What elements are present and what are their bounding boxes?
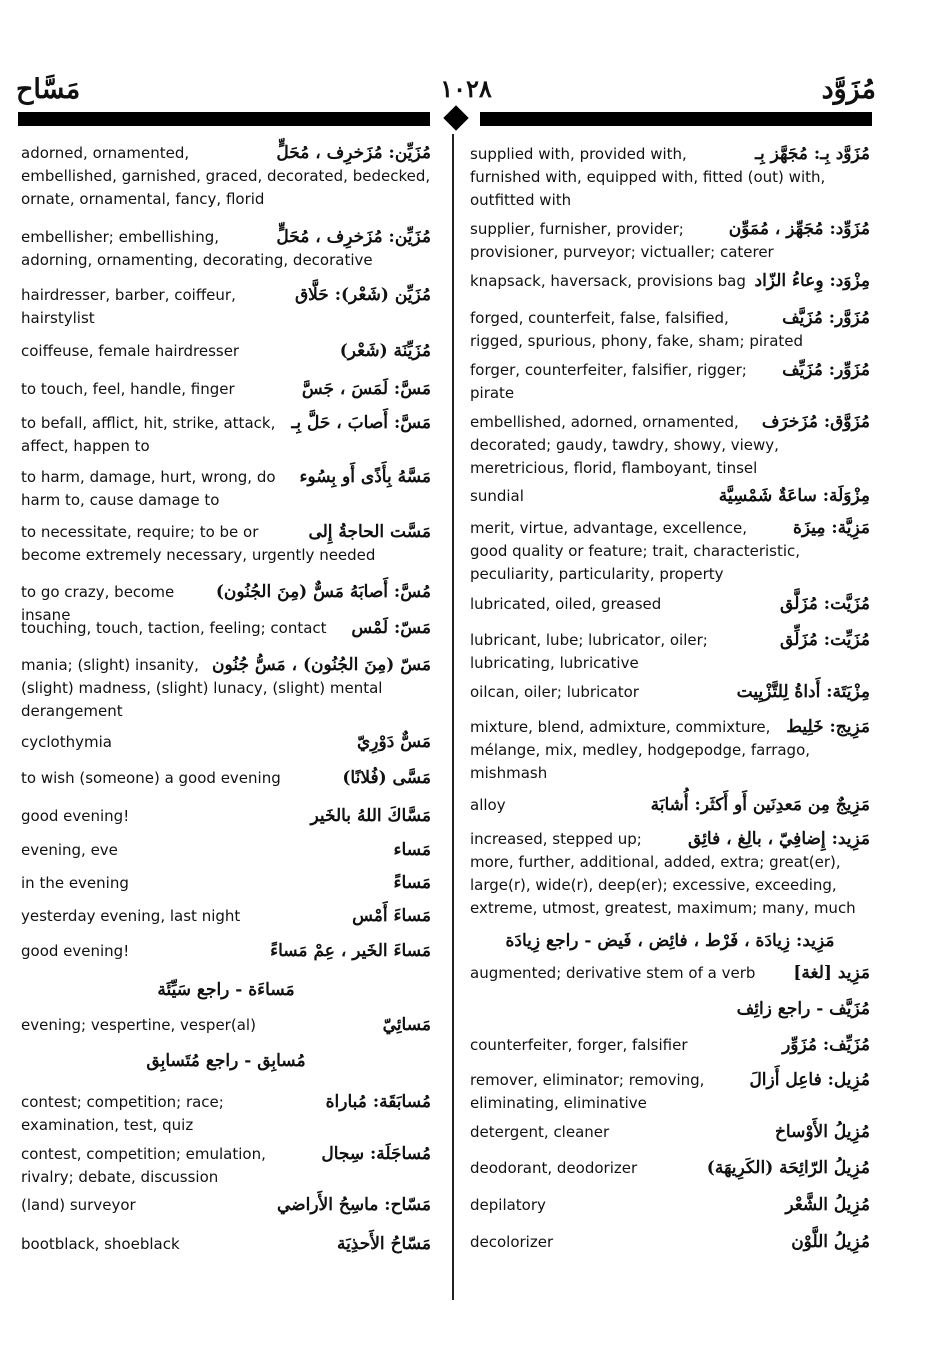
- english-definition: knapsack, haversack, provisions bag: [470, 272, 746, 290]
- arabic-headword: مُزَيِّف: مُزَوِّر: [782, 1035, 870, 1055]
- english-definition: contest; competition; race; examination, test, quiz: [21, 1093, 224, 1134]
- arabic-headword: مَسائِيّ: [382, 1015, 431, 1035]
- arabic-headword: مُزَيِّن (شَعْر): حَلَّاق: [294, 285, 431, 305]
- arabic-headword: مُزِيلُ اللَّوْن: [791, 1232, 870, 1252]
- english-definition: lubricant, lube; lubricator, oiler; lubricating, lubricative: [470, 631, 708, 672]
- english-definition: good evening!: [21, 807, 130, 825]
- english-definition: detergent, cleaner: [470, 1123, 610, 1141]
- english-definition: hairdresser, barber, coiffeur, hairstylist: [21, 286, 236, 327]
- arabic-headword: مُزَيَّف - راجع زائِف: [736, 999, 870, 1019]
- dictionary-entry: [470, 1194, 870, 1217]
- dictionary-entry: [470, 962, 870, 985]
- dictionary-entry: [21, 654, 431, 723]
- dictionary-entry: [21, 767, 431, 790]
- dictionary-entry-crossref: [21, 1050, 431, 1073]
- english-definition: to wish (someone) a good evening: [21, 769, 281, 787]
- arabic-headword: مَسٌّ دَوْرِيّ: [357, 732, 431, 752]
- dictionary-entry-crossref: [470, 998, 870, 1021]
- english-definition: supplier, furnisher, provider; provisioner, purveyor; victualler; caterer: [470, 220, 774, 261]
- dictionary-entry: [470, 517, 870, 586]
- dictionary-entry: [21, 142, 431, 211]
- dictionary-entry: [470, 1157, 870, 1180]
- english-definition: alloy: [470, 796, 506, 814]
- dictionary-entry: [21, 378, 431, 401]
- dictionary-entry: [21, 340, 431, 363]
- dictionary-entry: [21, 617, 431, 640]
- dictionary-entry: [21, 521, 431, 567]
- header-guide-word-left: مَسَّاح: [16, 74, 81, 105]
- arabic-headword: مَزِيج: خَلِيط: [786, 717, 870, 737]
- arabic-headword: مُزِيلُ الشَّعْر: [785, 1195, 870, 1215]
- arabic-headword: مُزِيل: فاعِل أَزالَ: [749, 1070, 870, 1090]
- dictionary-entry: [21, 412, 431, 458]
- dictionary-entry: [470, 218, 870, 264]
- english-definition: good evening!: [21, 942, 130, 960]
- dictionary-entry: [21, 839, 431, 862]
- english-definition: cyclothymia: [21, 733, 112, 751]
- english-definition: mixture, blend, admixture, commixture, mélange, mix, medley, hodgepodge, farrago, mishmash: [470, 718, 811, 782]
- english-definition: embellished, adorned, ornamented, decorated; gaudy, tawdry, showy, viewy, meretricious, florid, flamboyant, tinsel: [470, 413, 779, 477]
- arabic-headword: مِزْيَتَة: أَداةُ لِلتَّزْيِيت: [736, 682, 870, 702]
- english-definition: augmented; derivative stem of a verb: [470, 964, 756, 982]
- english-definition: evening; vespertine, vesper(al): [21, 1016, 256, 1034]
- dictionary-entry: [470, 629, 870, 675]
- english-definition: touching, touch, taction, feeling; contact: [21, 619, 327, 637]
- arabic-headword: مُزَوَّد بِـ: مُجَهَّز بِـ: [754, 144, 870, 164]
- dictionary-entry: [470, 411, 870, 480]
- dictionary-entry: [470, 485, 870, 508]
- arabic-headword: مُزِيلُ الأَوْساخ: [774, 1122, 870, 1142]
- arabic-headword: مُسابَقَة: مُباراة: [325, 1092, 431, 1112]
- arabic-headword: مَسّاح: ماسِحُ الأَراضي: [277, 1195, 431, 1215]
- arabic-headword: مَسَّاكَ اللهُ بالخَير: [310, 806, 431, 826]
- arabic-headword: مُزَوَّق: مُزَخرَف: [761, 412, 870, 432]
- dictionary-entry: [470, 828, 870, 920]
- arabic-headword: مُزَيِّن: مُزَخرِف ، مُحَلٍّ: [276, 227, 431, 247]
- arabic-headword: مَزِيد: زِيادَة ، فَرْط ، فائِض ، فَيض - راجع زِيادَة: [505, 931, 835, 951]
- dictionary-entry: [21, 905, 431, 928]
- english-definition: forger, counterfeiter, falsifier, rigger; pirate: [470, 361, 747, 402]
- arabic-headword: مُزَوِّد: مُجَهِّز ، مُمَوِّن: [728, 219, 870, 239]
- dictionary-entry: [21, 1233, 431, 1256]
- page-number: ١٠٢٨: [440, 74, 492, 103]
- arabic-headword: مَسَّت الحاجةُ إِلى: [308, 522, 431, 542]
- arabic-headword: مِزْوَد: وِعاءُ الزّاد: [754, 271, 870, 291]
- arabic-headword: مَسَّى (فُلانًا): [342, 768, 431, 788]
- dictionary-entry: [21, 226, 431, 272]
- english-definition: coiffeuse, female hairdresser: [21, 342, 240, 360]
- english-definition: adorned, ornamented, embellished, garnished, graced, decorated, bedecked, ornate, ornamental, fancy, florid: [21, 144, 431, 208]
- english-definition: to go crazy, become insane: [21, 583, 175, 624]
- dictionary-entry: [21, 284, 431, 330]
- arabic-headword: مَسَّ: أَصابَ ، حَلَّ بِـ: [291, 413, 431, 433]
- dictionary-entry: [21, 731, 431, 754]
- arabic-headword: مَسّ (مِنَ الجُنُون) ، مَسُّ جُنُون: [212, 655, 431, 675]
- arabic-headword: مَساءً: [393, 873, 431, 893]
- dictionary-entry: [21, 805, 431, 828]
- header-guide-word-right: مُزَوَّد: [821, 74, 876, 105]
- english-definition: to harm, damage, hurt, wrong, do harm to, cause damage to: [21, 468, 276, 509]
- english-definition: evening, eve: [21, 841, 118, 859]
- dictionary-entry: [21, 1143, 431, 1189]
- arabic-headword: مَزِيجٌ مِن مَعدِنَين أَو أَكثَر: أُشابَة: [650, 795, 870, 815]
- arabic-headword: مَساءَة - راجع سَيِّئَة: [157, 980, 295, 1000]
- english-definition: yesterday evening, last night: [21, 907, 241, 925]
- english-definition: to befall, afflict, hit, strike, attack, affect, happen to: [21, 414, 276, 455]
- arabic-headword: مُزِيلُ الرّائِحَة (الكَرِيهَة): [706, 1158, 870, 1178]
- english-definition: deodorant, deodorizer: [470, 1159, 638, 1177]
- arabic-headword: مَسّاحُ الأَحذِيَة: [336, 1234, 431, 1254]
- english-definition: bootblack, shoeblack: [21, 1235, 180, 1253]
- arabic-headword: مَزِيَّة: مِيزَة: [792, 518, 870, 538]
- dictionary-entry: [470, 270, 870, 293]
- dictionary-entry: [470, 307, 870, 353]
- header-diamond-ornament: [443, 105, 468, 130]
- arabic-headword: مَساءَ الخَير ، عِمْ مَساءً: [270, 941, 431, 961]
- arabic-headword: مَسَّهُ بِأَذًى أَو بِسُوء: [299, 467, 431, 487]
- arabic-headword: مَساء: [393, 840, 431, 860]
- english-definition: depilatory: [470, 1196, 546, 1214]
- header-rule-right: [480, 112, 872, 126]
- english-definition: increased, stepped up; more, further, additional, added, extra; great(er), large(r), wide(r), deep(er); excessive, exceeding, extreme, utmost, greatest, maximum; many, much: [470, 830, 856, 917]
- dictionary-entry: [470, 359, 870, 405]
- dictionary-entry: [470, 1034, 870, 1057]
- header-rule-left: [18, 112, 430, 126]
- english-definition: to touch, feel, handle, finger: [21, 380, 235, 398]
- english-definition: (land) surveyor: [21, 1196, 136, 1214]
- english-definition: forged, counterfeit, false, falsified, rigged, spurious, phony, fake, sham; pirated: [470, 309, 804, 350]
- arabic-headword: مَزِيد: إِضافِيّ ، بالِغ ، فائِق: [688, 829, 870, 849]
- arabic-headword: مُساجَلَة: سِجال: [321, 1144, 431, 1164]
- dictionary-entry: [21, 872, 431, 895]
- arabic-headword: مُزَيِّنَة (شَعْر): [339, 341, 431, 361]
- english-definition: contest, competition; emulation, rivalry; debate, discussion: [21, 1145, 266, 1186]
- english-definition: oilcan, oiler; lubricator: [470, 683, 639, 701]
- english-definition: decolorizer: [470, 1233, 554, 1251]
- arabic-headword: مَساءَ أَمْس: [352, 906, 431, 926]
- arabic-headword: مُسَّ: أَصابَهُ مَسٌّ (مِنَ الجُنُون): [215, 582, 431, 602]
- dictionary-entry: [470, 143, 870, 212]
- english-definition: supplied with, provided with, furnished with, equipped with, fitted (out) with, outfitted with: [470, 145, 826, 209]
- dictionary-entry: [21, 1014, 431, 1037]
- english-definition: merit, virtue, advantage, excellence, good quality or feature; trait, characteristic, peculiarity, particularity, property: [470, 519, 801, 583]
- english-definition: in the evening: [21, 874, 129, 892]
- arabic-headword: مَسَّ: لَمَسَ ، جَسَّ: [301, 379, 431, 399]
- column-divider: [452, 134, 454, 1300]
- english-definition: mania; (slight) insanity, (slight) madness, (slight) lunacy, (slight) mental derangement: [21, 656, 383, 720]
- dictionary-entry: [470, 1231, 870, 1254]
- arabic-headword: مِزْوَلَة: ساعَةٌ شَمْسِيَّة: [718, 486, 870, 506]
- english-definition: to necessitate, require; to be or become extremely necessary, urgently needed: [21, 523, 376, 564]
- arabic-headword: مُزَيِّت: مُزَلِّق: [780, 630, 870, 650]
- dictionary-entry: [470, 681, 870, 704]
- dictionary-entry-crossref: [470, 930, 870, 953]
- dictionary-entry: [470, 1069, 870, 1115]
- english-definition: sundial: [470, 487, 524, 505]
- arabic-headword: مُزَيِّن: مُزَخرِف ، مُحَلٍّ: [276, 143, 431, 163]
- arabic-headword: مَسّ: لَمْس: [351, 618, 431, 638]
- arabic-headword: مُزَوِّر: مُزَيِّف: [782, 360, 870, 380]
- dictionary-entry-crossref: [21, 979, 431, 1002]
- dictionary-entry: [21, 1091, 431, 1137]
- arabic-headword: مُسابِق - راجع مُتَسابِق: [146, 1051, 306, 1071]
- dictionary-entry: [470, 593, 870, 616]
- english-definition: counterfeiter, forger, falsifier: [470, 1036, 688, 1054]
- dictionary-entry: [470, 716, 870, 785]
- english-definition: lubricated, oiled, greased: [470, 595, 662, 613]
- dictionary-entry: [470, 1121, 870, 1144]
- arabic-headword: مُزَوَّر: مُزَيَّف: [782, 308, 870, 328]
- dictionary-entry: [21, 1194, 431, 1217]
- dictionary-entry: [21, 940, 431, 963]
- dictionary-entry: [21, 466, 431, 512]
- dictionary-entry: [470, 794, 870, 817]
- arabic-headword: مَزِيد [لغة]: [793, 963, 870, 983]
- english-definition: remover, eliminator; removing, eliminating, eliminative: [470, 1071, 705, 1112]
- arabic-headword: مُزَيَّت: مُزَلَّق: [780, 594, 870, 614]
- english-definition: embellisher; embellishing, adorning, ornamenting, decorating, decorative: [21, 228, 373, 269]
